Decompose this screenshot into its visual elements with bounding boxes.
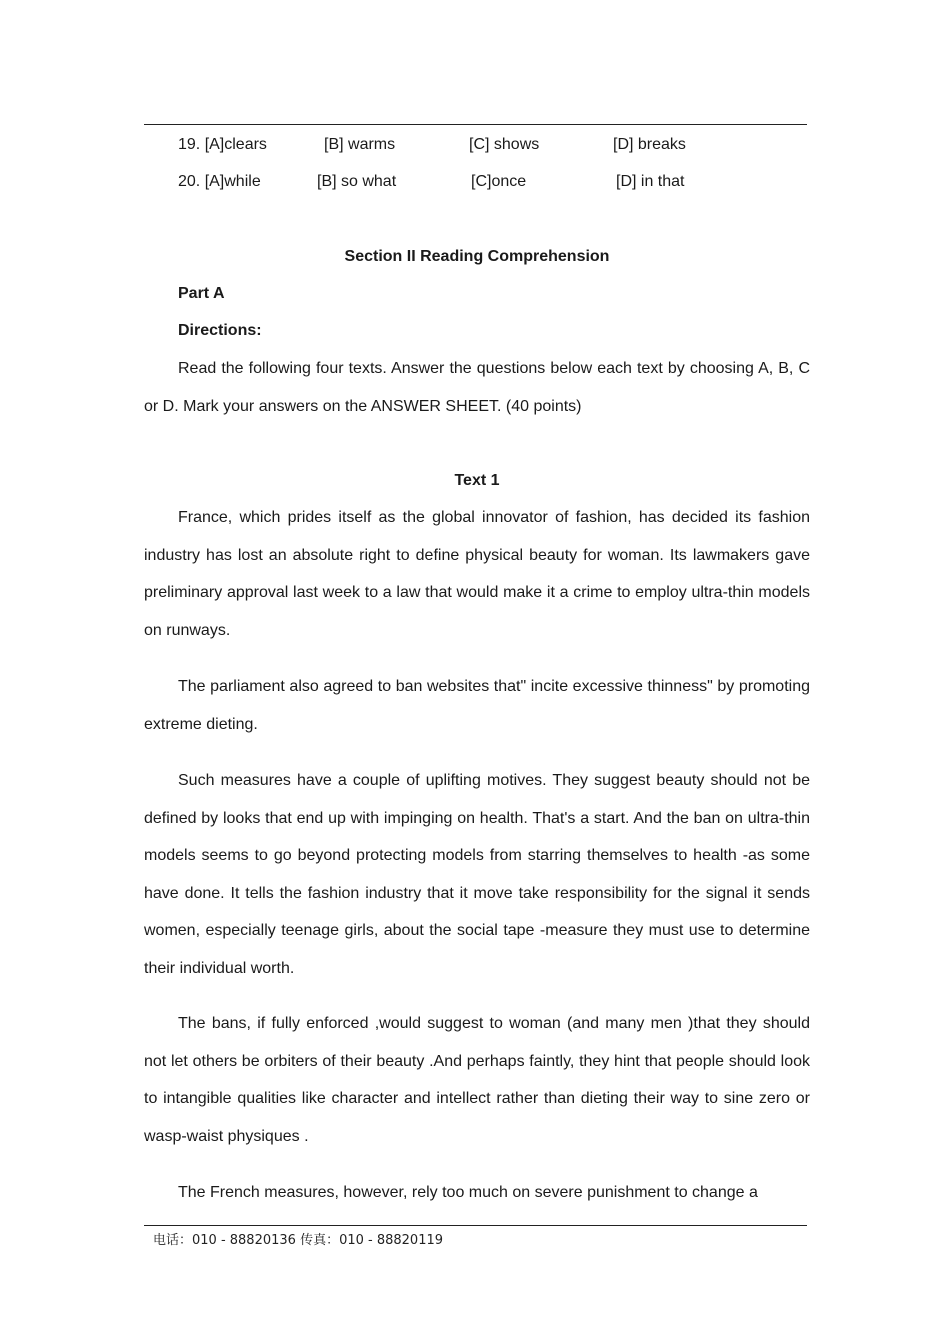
option-b: [B] warms: [324, 136, 396, 153]
paragraph-4: The bans, if fully enforced ,would suggest to woman (and many men )that they should not let others be orbiters of their beauty .And perhaps faintly, they hint that people should look to intangible qualities like character and intellect rather than dieting their way to sine zero or wasp-waist physiques .: [144, 1015, 810, 1145]
option-a: 19. [A]clears: [178, 136, 267, 153]
option-b: [B] so what: [317, 173, 397, 190]
section-title: Section II Reading Comprehension: [344, 248, 610, 265]
paragraph-5: The French measures, however, rely too much on severe punishment to change a: [178, 1184, 758, 1201]
option-d: [D] in that: [616, 173, 685, 190]
option-a: 20. [A]while: [178, 173, 261, 190]
question-19-options: [144, 136, 810, 160]
paragraph-2: The parliament also agreed to ban websites that" incite excessive thinness" by promoting extreme dieting.: [144, 678, 810, 733]
option-c: [C] shows: [469, 136, 540, 153]
option-c: [C]once: [471, 173, 527, 190]
directions-text: Read the following four texts. Answer the questions below each text by choosing A, B, C or D. Mark your answers on the ANSWER SHEET. (40 points): [144, 360, 810, 415]
footer-contact: 电话：010 - 88820136 传真：010 - 88820119: [153, 1233, 444, 1248]
paragraph-1: France, which prides itself as the global innovator of fashion, has decided its fashion industry has lost an absolute right to define physical beauty for woman. Its lawmakers gave preliminary approval last week to a law that would make it a crime to employ ultra-thin models on runways.: [144, 509, 810, 639]
header-rule: [144, 124, 807, 125]
directions-label: Directions:: [178, 322, 262, 339]
question-20-options: [144, 173, 810, 197]
footer-rule: [144, 1225, 807, 1226]
text-title: Text 1: [454, 472, 500, 489]
part-label: Part A: [178, 285, 225, 302]
paragraph-3: Such measures have a couple of uplifting motives. They suggest beauty should not be defined by looks that end up with impinging on health. That's a start. And the ban on ultra-thin models seems to go beyond protecting models from starring themselves to health -as some have done. It tells the fashion industry that it move take responsibility for the signal it sends women, especially teenage girls, about the social tape -measure they must use to determine their individual worth.: [144, 772, 810, 977]
option-d: [D] breaks: [613, 136, 686, 153]
